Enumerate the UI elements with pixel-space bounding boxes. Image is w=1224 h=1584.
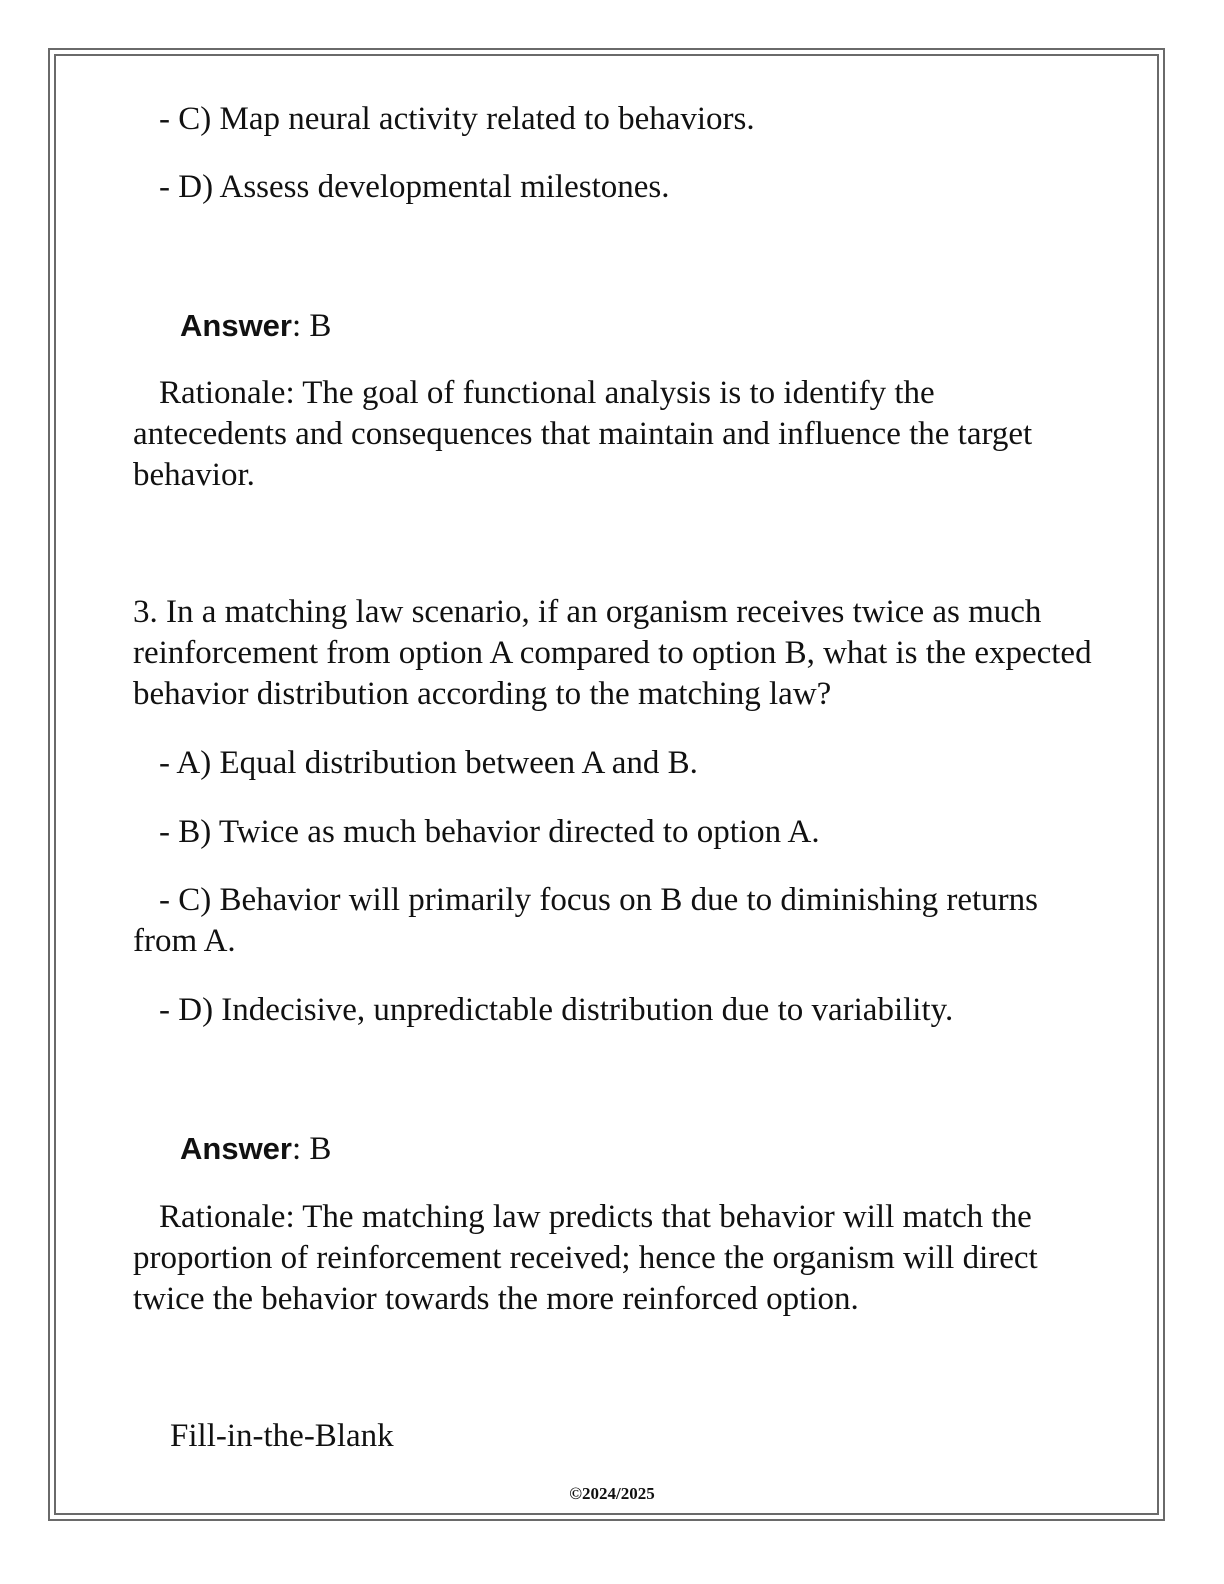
rationale-q3: Rationale: The matching law predicts that behavior will match the proportion of reinforcement received; hence the organism will direct twice the behavior towards the more reinforced option. xyxy=(133,1199,1038,1317)
option-c-q3: - C) Behavior will primarily focus on B due to diminishing returns from A. xyxy=(133,882,1038,959)
section-heading: Fill-in-the-Blank xyxy=(170,1418,394,1454)
answer-q3 xyxy=(180,1128,331,1170)
page-footer: ©2024/2025 xyxy=(569,1484,655,1503)
rationale-q2: Rationale: The goal of functional analysis is to identify the antecedents and consequences that maintain and influence the target behavior. xyxy=(133,375,1033,493)
option-b-q3: - B) Twice as much behavior directed to option A. xyxy=(159,814,820,850)
answer-q2 xyxy=(180,305,331,347)
option-d-q2: - D) Assess developmental milestones. xyxy=(159,169,670,205)
answer-label: Answer xyxy=(180,1131,292,1166)
answer-value: : B xyxy=(291,1131,332,1167)
option-c-q2: - C) Map neural activity related to behaviors. xyxy=(159,101,755,137)
option-a-q3: - A) Equal distribution between A and B. xyxy=(159,745,698,781)
option-d-q3: - D) Indecisive, unpredictable distribution due to variability. xyxy=(159,992,954,1028)
question-3: 3. In a matching law scenario, if an organism receives twice as much reinforcement from option A compared to option B, what is the expected behavior distribution according to the matching law? xyxy=(133,594,1092,712)
answer-value: : B xyxy=(291,308,332,344)
answer-label: Answer xyxy=(180,308,292,343)
